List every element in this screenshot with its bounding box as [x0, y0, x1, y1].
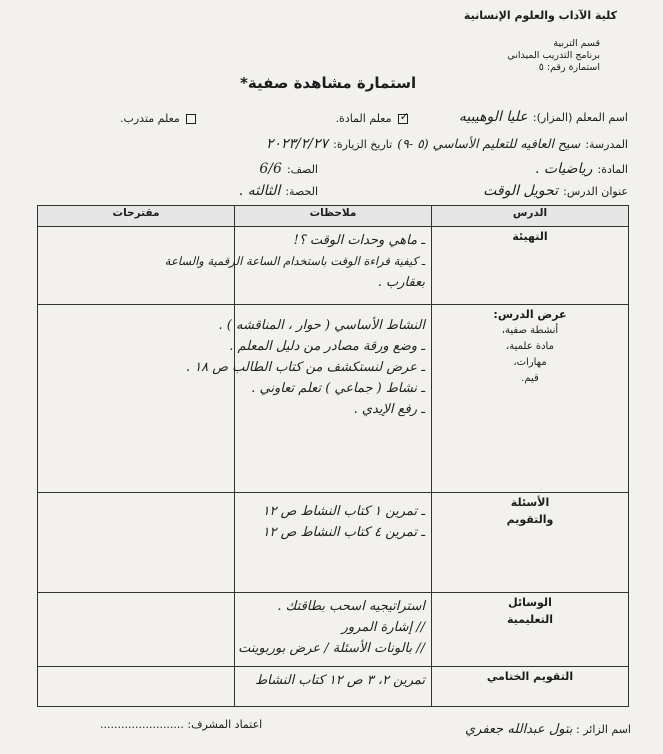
form-number: استمارة رقم: ٥: [538, 62, 600, 73]
subject-label: المادة:: [597, 163, 628, 176]
lesson-period-value: الثالثه .: [238, 183, 281, 199]
observation-table: [37, 205, 629, 707]
visitor-row: [465, 722, 631, 737]
table-row: [38, 593, 629, 667]
check-mark-icon: ✓: [399, 110, 409, 123]
lesson-period-label: الحصة:: [285, 185, 318, 198]
teacher-label: اسم المعلم (المزار):: [532, 111, 628, 124]
notes-cell: استراتيجيه اسحب بطاقتك . // إشارة المرور // بالونات الأسئلة / عرض بوربوينت: [235, 593, 432, 667]
subject-field: [535, 158, 628, 177]
notes-cell: تمرين ٢، ٣ ص ١٢ كتاب النشاط: [235, 667, 432, 707]
table-header-row: [38, 206, 629, 227]
teacher-row: [459, 106, 628, 125]
school-value: سيح العافيه للتعليم الأساسي (٥ -٩): [397, 136, 581, 151]
supervisor-label: اعتماد المشرف:: [187, 718, 263, 731]
section-cell: التهيئة: [432, 227, 629, 305]
table-row: [38, 493, 629, 593]
table-row: [38, 227, 629, 305]
trainee-teacher-option[interactable]: [120, 112, 196, 125]
class-field: [259, 158, 318, 177]
visitor-label: اسم الزائر :: [576, 723, 631, 736]
lesson-period-field: [239, 180, 318, 199]
trainee-teacher-checkbox[interactable]: [186, 114, 196, 124]
teacher-value: عليا الوهيبيه: [458, 109, 528, 125]
subject-value: رياضيات .: [535, 161, 593, 177]
school-row: [266, 133, 628, 152]
subject-teacher-option[interactable]: [336, 112, 408, 125]
table-row: [38, 667, 629, 707]
notes-cell: النشاط الأساسي ( حوار ، المناقشه ) . ـ وضع ورقة مصادر من دليل المعلم . ـ عرض لنستكشف من كتاب الطالب ص ١٨ . ـ نشاط ( جماعي ) تعلم تعاوني . ـ رفع الإيدي .: [235, 305, 432, 493]
trainee-teacher-label: معلم متدرب.: [120, 112, 180, 125]
notes-header: ملاحظات: [235, 206, 432, 227]
notes-cell: ـ ماهي وحدات الوقت ؟! ـ كيفية قراءة الوقت باستخدام الساعة الرقمية والساعة بعقارب .: [235, 227, 432, 305]
subject-teacher-label: معلم المادة.: [335, 112, 392, 125]
suggestions-cell: [38, 593, 235, 667]
table-row: [38, 305, 629, 493]
lesson-title-value: تحويل الوقت: [483, 183, 559, 199]
school-label: المدرسة:: [585, 138, 628, 151]
suggestions-cell: [38, 305, 235, 493]
supervisor-row: [100, 718, 262, 731]
section-cell: التقويم الختامي: [432, 667, 629, 707]
section-header: الدرس: [432, 206, 629, 227]
department-block: [480, 38, 600, 74]
suggestions-cell: [38, 493, 235, 593]
form-title: استمارة مشاهدة صفية*: [240, 74, 417, 92]
subject-teacher-checkbox[interactable]: [398, 110, 409, 124]
college-name: كلية الآداب والعلوم الإنسانية: [463, 9, 617, 22]
class-value: 6/6: [259, 161, 282, 177]
section-cell: الأسئلة والتقويم: [432, 493, 629, 593]
suggestions-cell: [38, 667, 235, 707]
section-cell: الوسائل التعليمية: [432, 593, 629, 667]
lesson-title-label: عنوان الدرس:: [563, 185, 628, 198]
lesson-title-field: [483, 180, 628, 199]
visit-date-label: تاريخ الزيارة:: [333, 138, 393, 151]
program: برنامج التدريب الميداني: [507, 50, 600, 61]
notes-cell: ـ تمرين ١ كتاب النشاط ص ١٢ ـ تمرين ٤ كتاب النشاط ص ١٢: [235, 493, 432, 593]
section-cell: عرض الدرس: أنشطة صفية، مادة علمية، مهارات، قيم.: [432, 305, 629, 493]
department: قسم التربية: [553, 38, 600, 49]
visit-date-value: ٢٠٢٣/٢/٢٧: [265, 136, 329, 152]
visitor-value: بتول عبدالله جعفري: [464, 722, 573, 737]
suggestions-header: مقترحات: [38, 206, 235, 227]
class-label: الصف:: [286, 163, 318, 176]
supervisor-dots: ........................: [100, 718, 184, 731]
